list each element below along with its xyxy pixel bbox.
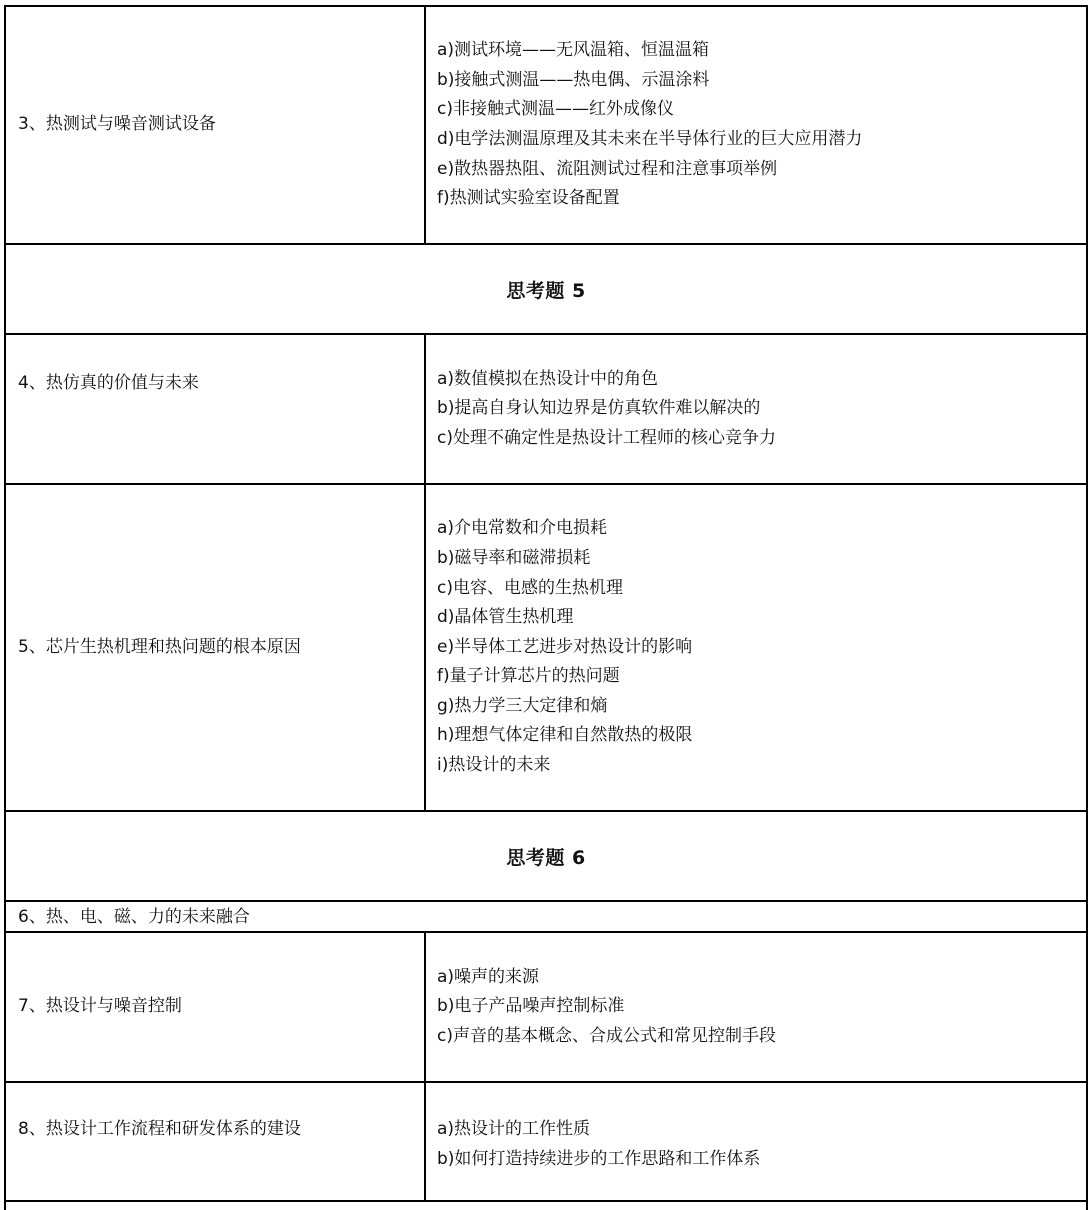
table-row-topic-7 — [5, 932, 1087, 1082]
section-heading: 思考题 5 — [5, 244, 1087, 334]
topic-title: 3、热测试与噪音测试设备 — [5, 6, 425, 244]
section-heading: 思考题 6 — [5, 811, 1087, 901]
list-item: d)电学法测温原理及其未来在半导体行业的巨大应用潜力 — [437, 129, 863, 149]
list-item: c)电容、电感的生热机理 — [437, 577, 623, 598]
topic-items — [425, 334, 1087, 484]
section-row-question-5 — [5, 244, 1087, 334]
table-row-topic-8 — [5, 1082, 1087, 1201]
list-item: e)半导体工艺进步对热设计的影响 — [437, 636, 693, 657]
list-item: e)散热器热阻、流阻测试过程和注意事项举例 — [437, 158, 778, 179]
topic-items — [425, 1082, 1087, 1201]
list-item: f)热测试实验室设备配置 — [437, 188, 620, 209]
list-item: a)数值模拟在热设计中的角色 — [437, 368, 659, 389]
table-row-partial — [5, 1201, 1087, 1210]
topic-title: 6、热、电、磁、力的未来融合 — [5, 901, 1087, 932]
list-item: b)提高自身认知边界是仿真软件难以解决的 — [437, 398, 761, 419]
list-item: h)理想气体定律和自然散热的极限 — [437, 725, 693, 746]
list-item: f)量子计算芯片的热问题 — [437, 666, 620, 687]
list-item: i)热设计的未来 — [437, 755, 551, 776]
topic-title-text: 4、热仿真的价值与未来 — [18, 373, 199, 393]
topic-items — [425, 484, 1087, 811]
list-item: d)晶体管生热机理 — [437, 607, 574, 628]
topic-title: 5、芯片生热机理和热问题的根本原因 — [5, 484, 425, 811]
list-item: b)接触式测温——热电偶、示温涂料 — [437, 69, 710, 90]
list-item: a)噪声的来源 — [437, 966, 540, 987]
list-item: b)磁导率和磁滞损耗 — [437, 547, 591, 568]
table-row-continuation — [5, 1201, 1087, 1210]
section-row-question-6 — [5, 811, 1087, 901]
topic-title — [5, 334, 425, 484]
list-item: a)介电常数和介电损耗 — [437, 518, 608, 539]
list-item: b)如何打造持续进步的工作思路和工作体系 — [437, 1148, 761, 1169]
list-item: c)处理不确定性是热设计工程师的核心竞争力 — [437, 427, 776, 448]
list-item: c)声音的基本概念、合成公式和常见控制手段 — [437, 1025, 776, 1046]
list-item: g)热力学三大定律和熵 — [437, 695, 608, 716]
course-outline-table — [4, 5, 1088, 1210]
table-row-topic-6 — [5, 901, 1087, 932]
list-item: a)热设计的工作性质 — [437, 1119, 591, 1139]
table-row-topic-4 — [5, 334, 1087, 484]
topic-title — [5, 1082, 425, 1201]
topic-items — [425, 932, 1087, 1082]
table-row-topic-3 — [5, 6, 1087, 244]
list-item: b)电子产品噪声控制标准 — [437, 996, 625, 1017]
list-item: c)非接触式测温——红外成像仪 — [437, 99, 674, 120]
topic-title-text: 8、热设计工作流程和研发体系的建设 — [18, 1119, 301, 1139]
list-item: a)测试环境——无风温箱、恒温温箱 — [437, 40, 710, 61]
topic-items — [425, 6, 1087, 244]
topic-title: 7、热设计与噪音控制 — [5, 932, 425, 1082]
table-row-topic-5 — [5, 484, 1087, 811]
